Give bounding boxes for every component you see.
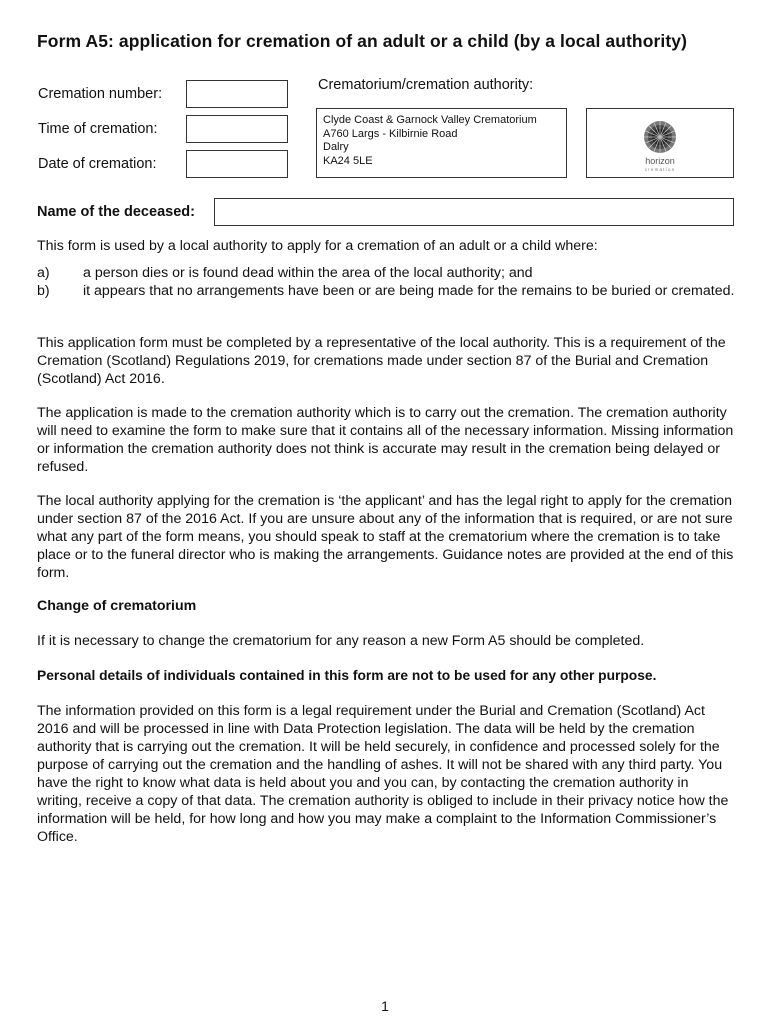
address-line: Clyde Coast & Garnock Valley Crematorium [323,114,537,126]
time-of-cremation-field[interactable] [186,115,288,143]
condition-text: it appears that no arrangements have been or are being made for the remains to be buried or cremated. [83,283,735,299]
form-title: Form A5: application for cremation of an adult or a child (by a local authority) [37,31,688,51]
deceased-label: Name of the deceased: [37,204,195,220]
page-number: 1 [381,998,389,1014]
condition-key: a) [37,265,50,281]
personal-notice: Personal details of individuals contained in this form are not to be used for any other purpose. [37,668,657,683]
crematorium-logo-box [586,108,734,178]
crematorium-address-box [316,108,567,178]
intro-text: This form is used by a local authority to apply for a cremation of an adult or a child where: [37,238,598,254]
date-of-cremation-label: Date of cremation: [38,156,157,172]
time-of-cremation-label: Time of cremation: [38,121,158,137]
application-paragraph: The application is made to the cremation authority which is to carry out the cremation. The cremation authority will need to examine the form to make sure that it contains all of the necessary information. Missing information or information the cremation authority does not think is accurate may result in the cremation being delayed or refused. [37,405,734,475]
address-line: Dalry [323,141,349,153]
deceased-name-field[interactable] [214,198,734,226]
cremation-number-field[interactable] [186,80,288,108]
crematorium-label: Crematorium/cremation authority: [318,77,534,93]
cremation-number-label: Cremation number: [38,86,163,102]
logo-sub: cremation [644,167,676,172]
address-line: KA24 5LE [323,154,373,167]
applicant-paragraph: The local authority applying for the cremation is ‘the applicant’ and has the legal right to apply for the cremation under section 87 of the 2016 Act. If you are unsure about any of the information that is required, or are not sure what any part of the form means, you should speak to staff at the crematorium where the cremation is to take place or to the funeral director who is making the arrangements. Guidance notes are provided at the end of this form. [37,493,734,581]
horizon-logo [587,109,733,177]
address-line: A760 Largs - Kilbirnie Road [323,127,458,140]
date-of-cremation-field[interactable] [186,150,288,178]
change-text: If it is necessary to change the crematorium for any reason a new Form A5 should be completed. [37,633,645,649]
data-protection-paragraph: The information provided on this form is a legal requirement under the Burial and Cremation (Scotland) Act 2016 and will be processed in line with Data Protection legislation. The data will be held by the cremation authority that is carrying out the cremation. It will be held securely, in confidence and processed solely for the purpose of carrying out the cremation and the handling of ashes. It will not be shared with any third party. You have the right to know what data is held about you and you can, by contacting the cremation authority in writing, receive a copy of that data. The cremation authority is obliged to include in their privacy notice how the information will be held, for how long and how you may make a complaint to the Information Commissioner’s Office. [37,703,729,845]
condition-text: a person dies or is found dead within the area of the local authority; and [83,265,533,281]
condition-item [37,264,743,282]
sunburst-icon [644,121,676,153]
logo-name: horizon [645,156,675,166]
change-heading: Change of crematorium [37,598,197,614]
condition-item [37,282,743,318]
requirement-paragraph: This application form must be completed by a representative of the local authority. This is a requirement of the Cremation (Scotland) Regulations 2019, for cremations made under section 87 of the Burial and Cremation (Scotland) Act 2016. [37,335,726,387]
condition-key: b) [37,283,50,299]
